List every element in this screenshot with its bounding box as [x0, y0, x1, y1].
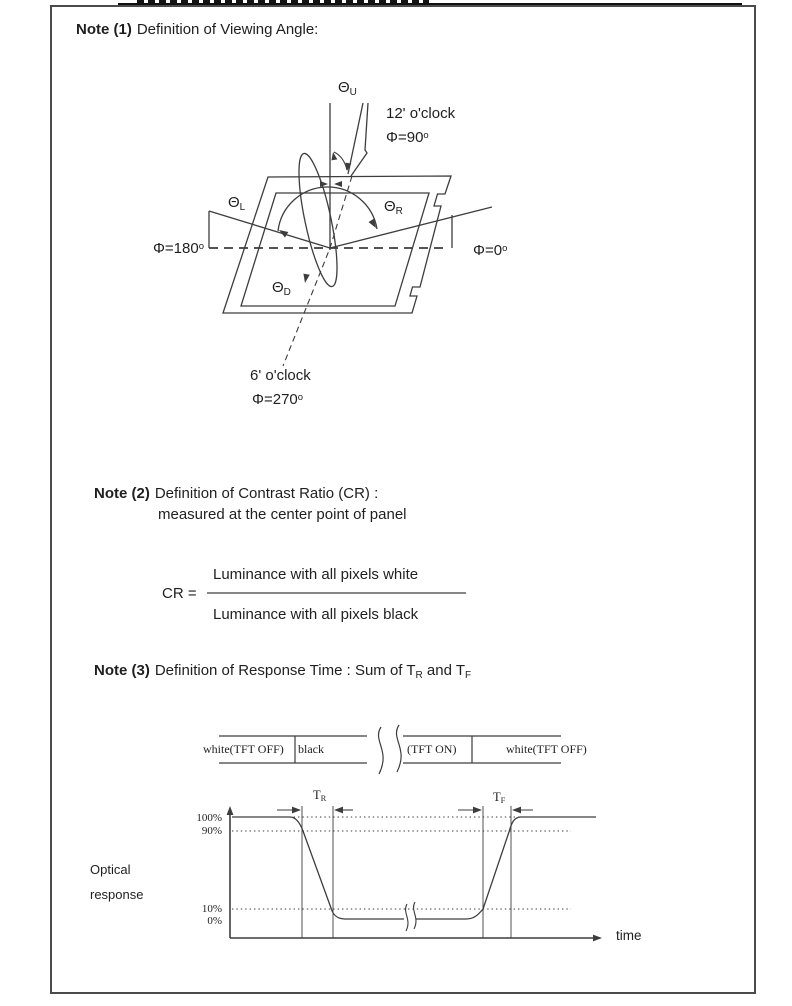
theta-d-base: Θ: [272, 279, 284, 296]
phi-90-text: Φ=90: [386, 129, 424, 146]
phi-270-label: [252, 390, 303, 408]
t-f-label: [493, 791, 505, 807]
theta-r-label: [384, 199, 403, 220]
signal-cell-tft-on: (TFT ON): [407, 742, 457, 756]
note1-label: Note (1): [76, 21, 132, 38]
note3-label: Note (3): [94, 662, 150, 679]
theta-l-base: Θ: [228, 194, 240, 211]
signal-cell-white-off-2: white(TFT OFF): [506, 742, 587, 756]
theta-l-label: [228, 195, 245, 216]
note3-text-part2: and T: [422, 662, 466, 679]
t-f-base: T: [493, 790, 501, 804]
phi-90-label: [386, 128, 429, 146]
theta-u-label: [338, 80, 357, 101]
phi-270-text: Φ=270: [252, 391, 298, 408]
phi-180-degree: o: [198, 241, 204, 252]
note3-text-part1: Definition of Response Time : Sum of T: [154, 662, 416, 679]
level-10-label: 10%: [201, 903, 222, 915]
note1-heading: [76, 21, 318, 38]
signal-cell-white-off-1: white(TFT OFF): [203, 742, 284, 756]
viewing-angle-diagram-lines: [209, 103, 492, 366]
clock-12-label: 12' o'clock: [386, 105, 456, 122]
t-r-base: T: [313, 788, 321, 802]
level-0-label: 0%: [207, 915, 222, 927]
note3-sub-f: F: [465, 670, 472, 681]
phi-0-degree: o: [502, 243, 508, 254]
note3-heading: [94, 662, 471, 684]
cr-numerator: Luminance with all pixels white: [213, 566, 419, 583]
cr-lhs: CR =: [162, 585, 197, 602]
t-f-sub: F: [500, 795, 506, 805]
level-100-label: 100%: [196, 812, 222, 824]
response-graph-lines: [227, 806, 602, 941]
theta-d-label: [272, 280, 291, 301]
theta-u-base: Θ: [338, 79, 350, 96]
optical-response-label-line2: response: [90, 887, 144, 902]
note3-sub-r: R: [415, 670, 423, 681]
note2-text: Definition of Contrast Ratio (CR) :: [154, 485, 379, 502]
note1-text: Definition of Viewing Angle:: [136, 21, 319, 38]
phi-0-label: [473, 241, 507, 259]
theta-l-sub: L: [239, 202, 246, 213]
phi-0-text: Φ=0: [473, 242, 503, 259]
note2-text-line2: measured at the center point of panel: [158, 506, 407, 523]
t-r-label: [313, 789, 326, 805]
theta-d-sub: D: [283, 287, 291, 298]
theta-r-sub: R: [395, 206, 403, 217]
phi-180-label: [144, 239, 204, 257]
t-r-sub: R: [320, 793, 327, 803]
optical-response-label-line1: Optical: [90, 862, 131, 877]
cr-denominator: Luminance with all pixels black: [213, 606, 419, 623]
phi-90-degree: o: [423, 130, 429, 141]
phi-270-degree: o: [297, 392, 304, 403]
phi-180-text: Φ=180: [152, 240, 199, 257]
note2-heading: [94, 485, 378, 502]
level-90-label: 90%: [201, 825, 222, 837]
time-axis-label: time: [616, 928, 642, 943]
theta-r-base: Θ: [384, 198, 396, 215]
theta-u-sub: U: [349, 87, 357, 98]
note2-label: Note (2): [94, 485, 150, 502]
signal-cell-black: black: [298, 742, 324, 756]
clock-6-label: 6' o'clock: [250, 367, 311, 384]
